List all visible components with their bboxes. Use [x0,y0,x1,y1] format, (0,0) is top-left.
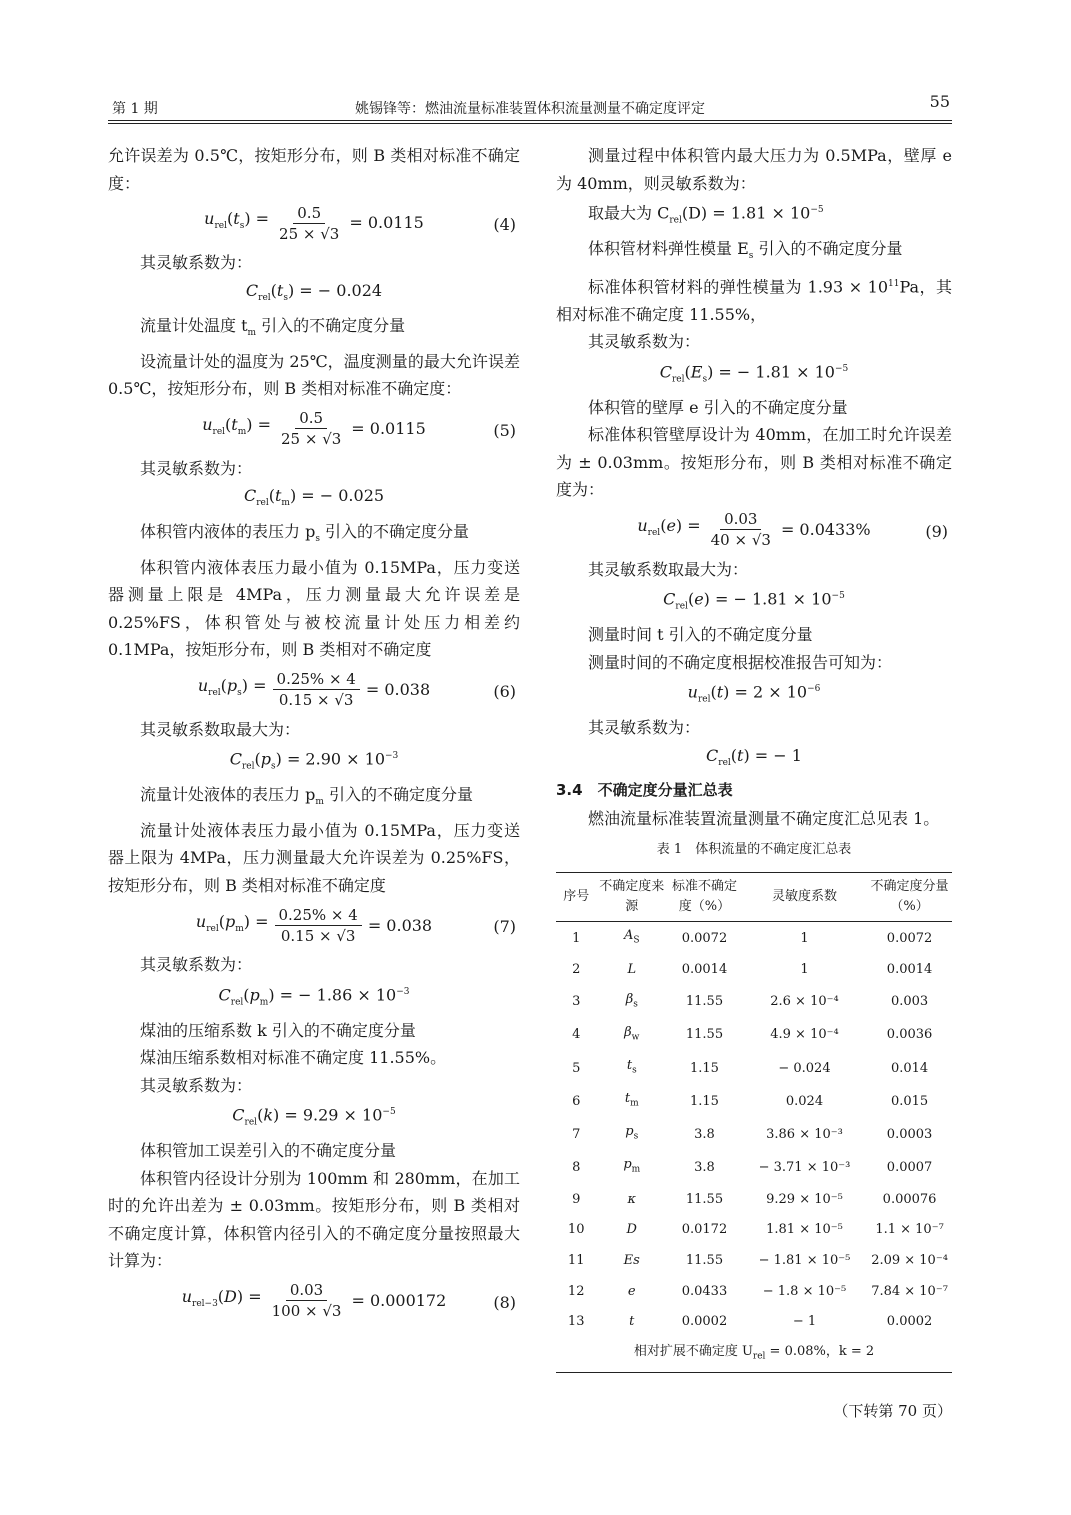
table-cell: 3.8 [694,1126,715,1142]
table-header: 序号 [556,872,596,921]
section-heading: 3.4 不确定度分量汇总表 [556,781,733,800]
equation-4: $u_{rel}(t_s)$ = $\frac{0.5}{25 \times √3}$ = 0.0115 (4) [204,203,516,243]
table-row [556,986,952,1019]
table-cell: Es [623,1253,640,1269]
table-row [556,1118,952,1151]
coefficient: $C_{rel}(E_s)$ = − $1.81 \times 10^{-5}$ [659,361,849,385]
right-column [556,142,952,1373]
table-cell: L [627,962,637,978]
table-cell: $A_S$ [623,927,640,946]
text-line: 其灵敏系数取最大为： [588,559,749,579]
table-cell: 9.29 × 10⁻⁵ [766,1191,843,1207]
table-cell: − 1.81 × 10⁻⁵ [758,1253,851,1269]
table-cell: 7 [572,1126,581,1142]
table-cell: 0.0072 [681,930,728,946]
paragraph: 燃油流量标准装置流量测量不确定度汇总见表 1。 [588,808,940,828]
table-cell: 0.014 [890,1060,929,1076]
paragraph: 体积管内径设计分别为 100mm 和 280mm，在加工时的允许出差为 ± 0.03mm。按矩形分布，则 B 类相对不确定度计算，体积管内径引入的不确定度分量按照最大计算为： [108,1168,520,1271]
table-cell: 4 [572,1027,581,1043]
table-cell: 7.84 × 10⁻⁷ [871,1283,948,1299]
table-header: 标准不确定度（%） [667,872,742,921]
table-cell: $p_s$ [625,1123,639,1142]
table-header: 不确定度来源 [596,872,667,921]
table-row [556,1019,952,1052]
table-cell: 2.6 × 10⁻⁴ [770,994,839,1010]
coefficient: $C_{rel}(k) = 9.29 \times 10^{-5}$ [232,1105,396,1128]
table-cell: − 1 [792,1314,817,1330]
eq-number: (4) [493,215,516,234]
equation-7: $u_{rel}(p_m)$ = $\frac{0.25\% \times 4}{0.15 \times √3}$ = 0.038 (7) [195,905,516,945]
coefficient: $C_{rel}(t_m)$ = − 0.025 [243,486,385,509]
table-row [556,955,952,986]
text-line: 其灵敏系数取最大为： [140,719,301,739]
table-cell: 1 [800,962,809,978]
table-footer: 相对扩展不确定度 $U_{rel} = 0.08\%$，k = 2 [556,1338,952,1373]
paragraph: 测量过程中体积管内最大压力为 0.5MPa，壁厚 e 为 40mm，则灵敏系数为： [556,146,952,193]
table-cell: − 0.024 [778,1060,831,1076]
equation-9: $u_{rel}(e)$ = $\frac{0.03}{40 \times √3}$ = 0.0433% (9) [637,510,948,550]
coefficient: $C_{rel}(p_s) = 2.90 \times 10^{-3}$ [229,749,399,772]
table-cell: 12 [567,1283,585,1299]
coefficient: $C_{rel}(t_s)$ = − 0.024 [245,280,383,303]
eq-result: = 0.0115 [349,213,424,233]
coefficient: $C_{rel}(p_m)$ = − $1.86 \times 10^{-3}$ [218,985,410,1008]
table-cell: $p_m$ [623,1157,641,1175]
table-row [556,1245,952,1276]
table-cell: 9 [572,1191,581,1207]
table-cell: 11.55 [685,1191,724,1207]
table-cell: − 3.71 × 10⁻³ [758,1159,851,1175]
table-cell: 11.55 [685,994,724,1010]
table-cell: 1 [800,930,809,946]
text-line: 其灵敏系数为： [140,253,253,272]
table-cell: 0.00076 [882,1191,937,1207]
table-cell: $\beta_s$ [625,991,638,1010]
table-cell: 6 [572,1093,581,1109]
equation-6: $u_{rel}(p_s)$ = $\frac{0.25\% \times 4}{0.15 \times √3}$ = 0.038 (6) [197,670,516,710]
table-cell: 10 [567,1222,585,1238]
table-header: 不确定度分量（%） [867,872,952,921]
left-column [108,142,520,1327]
table-cell: 11 [567,1253,585,1269]
text-line: 其灵敏系数为： [140,955,253,975]
subheading: 流量计处液体的表压力 $p_m$ 引入的不确定度分量 [140,785,473,808]
running-header [108,92,952,121]
issue-number: 第 1 期 [112,101,158,117]
table-cell: 2.09 × 10⁻⁴ [871,1253,948,1269]
subheading: 体积管的壁厚 e 引入的不确定度分量 [588,397,848,417]
table-cell: 0.0002 [681,1314,728,1330]
table-cell: 3 [572,994,581,1010]
table-row [556,1184,952,1215]
table-cell: 0.0172 [681,1222,728,1238]
table-row [556,1085,952,1118]
table-cell: 0.0002 [886,1314,933,1330]
coefficient: $C_{rel}(e)$ = − $1.81 \times 10^{-5}$ [663,589,845,612]
table-cell: 1.15 [690,1093,719,1109]
table-cell: e [627,1283,636,1299]
table-cell: 1.15 [690,1060,719,1076]
table-row [556,1052,952,1085]
table-cell: 0.0433 [681,1283,728,1299]
table-cell: 1.81 × 10⁻⁵ [766,1222,843,1238]
equation-8: $u_{rel-3}(D)$ = $\frac{0.03}{100 \times √3}$ = 0.000172 (8) [181,1281,516,1321]
table-cell: 2 [572,962,581,978]
subheading: 体积管加工误差引入的不确定度分量 [140,1141,397,1161]
text-line: 其灵敏系数为： [588,332,701,352]
subheading: 流量计处温度 $t_m$ 引入的不确定度分量 [140,316,406,339]
subheading: 体积管内液体的表压力 $p_s$ 引入的不确定度分量 [140,522,470,545]
table-cell: D [626,1222,637,1238]
table-cell: $t_m$ [624,1090,639,1109]
text-line: 其灵敏系数为： [140,1075,253,1095]
table-cell: 0.003 [890,994,929,1010]
running-title: 姚锡锋等：燃油流量标准装置体积流量测量不确定度评定 [355,101,705,117]
table-cell: 4.9 × 10⁻⁴ [770,1027,839,1043]
table-cell: t [629,1314,635,1330]
page-number: 55 [929,92,950,111]
table-cell: 5 [572,1060,581,1076]
subheading: 体积管材料弹性模量 $E_s$ 引入的不确定度分量 [588,239,903,262]
table-row [556,1307,952,1338]
table-caption: 表 1 体积流量的不确定度汇总表 [656,842,852,858]
table-cell: κ [627,1191,637,1207]
table-cell: 0.0007 [886,1159,933,1175]
text-line: 取最大为 $C_{rel}(D) = 1.81 \times 10^{-5}$ [588,203,824,226]
coefficient: $u_{rel}(t) = 2 \times 10^{-6}$ [687,682,821,705]
uncertainty-table [556,836,952,1372]
text-line: 煤油压缩系数相对标准不确定度 11.55%。 [140,1048,447,1068]
table-cell: 13 [567,1314,585,1330]
table-cell: 1 [572,930,581,946]
table-row [556,921,952,955]
paragraph: 体积管内液体表压力最小值为 0.15MPa，压力变送器测量上限是 4MPa，压力测量最大允许误差是 0.25%FS，体积管处与被校流量计处压力相差约 0.1MPa，按矩形分布，则 B 类相对不确定度 [108,557,520,660]
subheading: 煤油的压缩系数 k 引入的不确定度分量 [140,1020,416,1040]
eq-denominator: 25 × √3 [279,224,340,243]
coefficient: $C_{rel}(t)$ = − 1 [706,745,802,768]
table-cell: 1.1 × 10⁻⁷ [875,1222,944,1238]
paragraph: 标准体积管材料的弹性模量为 $1.93 \times 10^{11}Pa$，其相对标准不确定度 11.55%， [556,277,952,324]
table-header-row [556,872,952,921]
table-cell: 3.86 × 10⁻³ [766,1126,843,1142]
table-cell: 3.8 [694,1159,715,1175]
table-cell: 8 [572,1159,581,1175]
table-cell: 0.0014 [886,962,933,978]
eq-numerator: 0.5 [293,203,325,224]
table-row [556,1151,952,1184]
table-row [556,1215,952,1246]
subheading: 测量时间 t 引入的不确定度分量 [588,625,813,645]
text-line: 其灵敏系数为： [588,718,701,738]
paragraph: 流量计处液体表压力最小值为 0.15MPa，压力变送器上限为 4MPa，压力测量最大允许误差为 0.25%FS，按矩形分布，则 B 类相对标准不确定度 [108,820,520,895]
continuation-note: （下转第 70 页） [833,1402,952,1420]
table-cell: 0.0072 [886,930,933,946]
table-footer-row [556,1338,952,1373]
table-cell: 0.024 [785,1093,824,1109]
table-cell: 0.0014 [681,962,728,978]
table-cell: $\beta_w$ [624,1024,640,1043]
table-cell: − 1.8 × 10⁻⁵ [762,1283,847,1299]
table-cell: 11.55 [685,1027,724,1043]
paragraph: 允许误差为 0.5℃，按矩形分布，则 B 类相对标准不确定度： [108,146,520,193]
equation-5: $u_{rel}(t_m)$ = $\frac{0.5}{25 \times √3}$ = 0.0115 (5) [202,409,516,449]
table-cell: 0.015 [890,1093,929,1109]
paragraph: 标准体积管壁厚设计为 40mm，在加工时允许误差为 ± 0.03mm。按矩形分布，则 B 类相对标准不确定度为： [556,425,952,500]
text-line: 其灵敏系数为： [140,458,253,478]
text-line: 测量时间的不确定度根据校准报告可知为： [588,652,893,672]
table-cell: 11.55 [685,1253,724,1269]
table-cell: $t_s$ [626,1057,637,1076]
table-cell: 0.0036 [886,1027,933,1043]
table-header: 灵敏度系数 [742,872,867,921]
table-row [556,1276,952,1307]
table-cell: 0.0003 [886,1126,933,1142]
paragraph: 设流量计处的温度为 25℃，温度测量的最大允许误差 0.5℃，按矩形分布，则 B 类相对标准不确定度： [108,351,520,399]
